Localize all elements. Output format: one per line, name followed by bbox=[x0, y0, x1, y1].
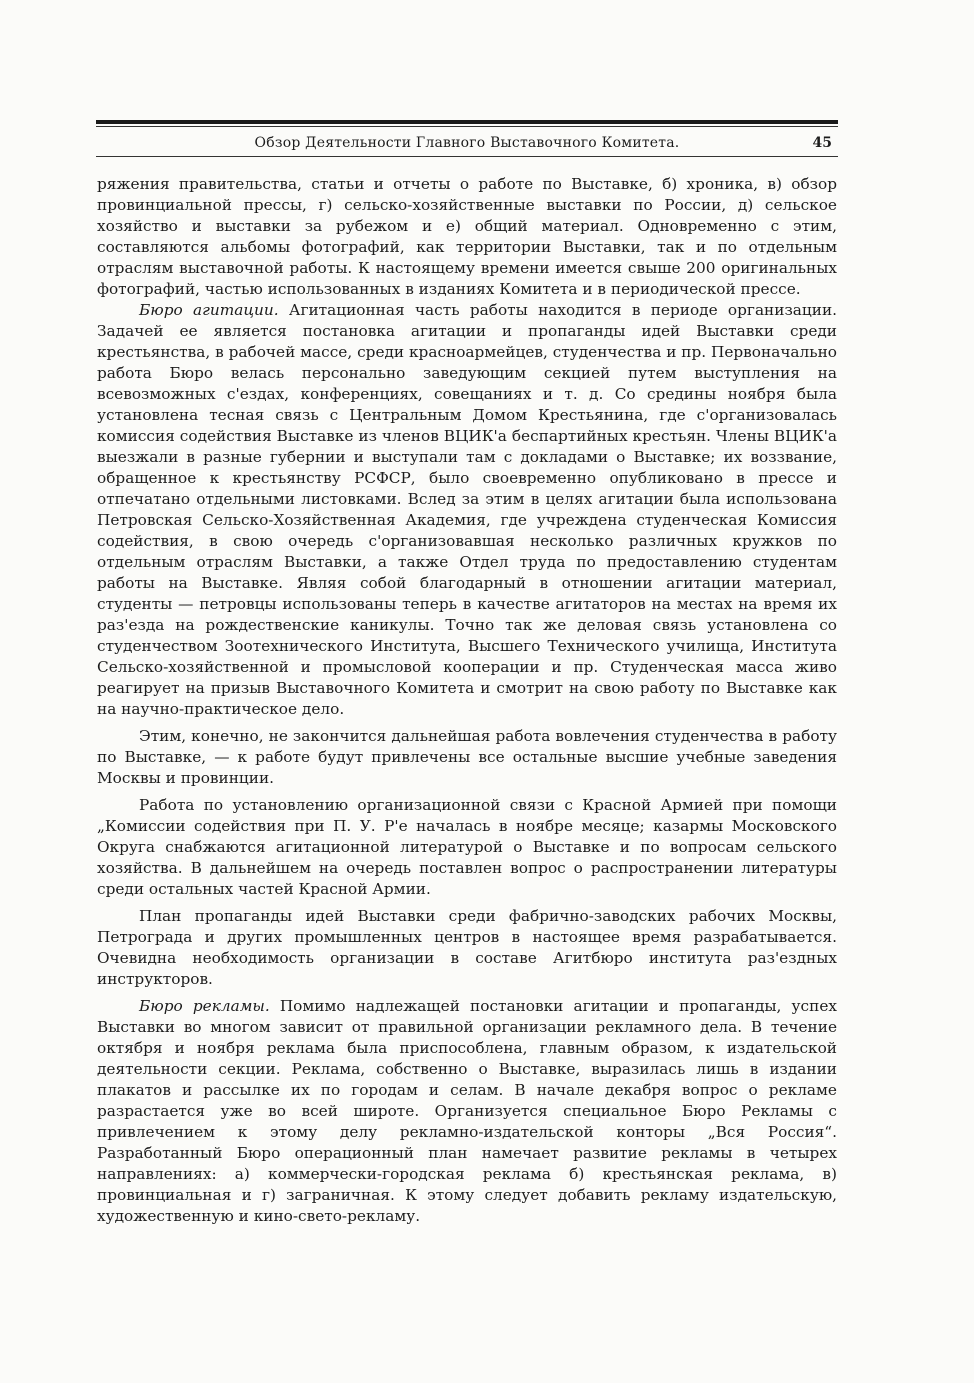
header-rule-thin bbox=[96, 126, 838, 127]
paragraph-red-army: Работа по установлению организационной связи с Красной Армией при помощи „Комиссии содействия при П. У. Р'е началась в ноябре месяце; казармы Московского Округа снабжаются агитационной литературой о Выставке и по вопросам сельского хозяйства. В дальнейшем на очередь поставлен вопрос о распространении литературы среди остальных частей Красной Армии. bbox=[97, 796, 837, 898]
paragraph-agitation-bureau: Бюро агитации. Агитационная часть работы находится в периоде организации. Задачей ее является постановка агитации и пропаганды идей Выставки среди крестьянства, в рабочей массе, среди красноармейцев, студенчества и пр. Первоначально работа Бюро велась персонально заведующим секцией путем выступления на всевозможных с'ездах, конференциях, совещаниях и т. д. Со средины ноября была установлена тесная связь с Центральным Домом Крестьянина, где с'организовалась комиссия содействия Выставке из членов ВЦИК'а беспартийных крестьян. Члены ВЦИК'а выезжали в разные губернии и выступали там с докладами о Выставке; их воззвание, обращенное к крестьянству РСФСР, было своевременно опубликовано в прессе и отпечатано отдельными листовками. Вслед за этим в целях агитации была использована Петровская Сельско-Хозяйственная Академия, где учреждена студенческая Комиссия содействия, в свою очередь с'организовавшая несколько различных кружков по отдельным отраслям Выставки, а также Отдел труда по предоставлению студентам работы на Выставке. Являя собой благодарный в отношении агитации материал, студенты — петровцы использованы теперь в качестве агитаторов на местах на время их раз'езда на рождественские каникулы. Точно так же деловая связь установлена со студенчеством Зоотехнического Института, Высшего Технического училища, Института Сельско-хозяйственной и промысловой кооперации и пр. Студенческая масса живо реагирует на призыв Выставочного Комитета и смотрит на свою работу по Выставке как на научно-практическое дело. bbox=[97, 301, 838, 718]
header-underline bbox=[96, 156, 838, 157]
paragraph-students: Этим, конечно, не закончится дальнейшая работа вовлечения студенчества в работу по Выставке, — к работе будут привлечены все остальные высшие учебные заведения Москвы и провинции. bbox=[97, 727, 837, 787]
section-lead-advertising: Бюро рекламы. bbox=[139, 997, 270, 1015]
paragraph-advertising-bureau: Бюро рекламы. Помимо надлежащей постановки агитации и пропаганды, успех Выставки во многом зависит от правильной организации рекламного дела. В течение октября и ноября реклама была приспособлена, главным образом, к издательской деятельности секции. Реклама, собственно о Выставке, выразилась лишь в издании плакатов и рассылке их по городам и селам. В начале декабря вопрос о рекламе разрастается уже во всей широте. Организуется специальное Бюро Рекламы с привлечением к этому делу рекламно-издательской конторы „Вся Россия“. Разработанный Бюро операционный план намечает развитие рекламы в четырех направлениях: а) коммерчески-городская реклама б) крестьянская реклама, в) провинциальная и г) заграничная. К этому следует добавить рекламу издательскую, художественную и кино-свето-рекламу. bbox=[97, 997, 838, 1225]
header-rule-thick bbox=[96, 120, 838, 124]
section-lead-agitation: Бюро агитации. bbox=[139, 301, 279, 319]
running-head bbox=[96, 132, 838, 154]
running-title: Обзор Деятельности Главного Выставочного Комитета. bbox=[254, 135, 680, 151]
body-text bbox=[97, 174, 837, 1227]
paragraph-workers: План пропаганды идей Выставки среди фабрично-заводских рабочих Москвы, Петрограда и других промышленных центров в настоящее время разрабатывается. Очевидна необходимость организации в составе Агитбюро института раз'ездных инструкторов. bbox=[97, 907, 837, 988]
paragraph-continuation: ряжения правительства, статьи и отчеты о работе по Выставке, б) хроника, в) обзор провинциальной прессы, г) сельско-хозяйственные выставки по России, д) сельское хозяйство и выставки за рубежом и е) общий материал. Одновременно с этим, составляются альбомы фотографий, как территории Выставки, так и по отдельным отраслям выставочной работы. К настоящему времени имеется свыше 200 оригинальных фотографий, частью использованных в изданиях Комитета и в периодической прессе. bbox=[97, 175, 837, 298]
page-number: 45 bbox=[812, 135, 832, 151]
